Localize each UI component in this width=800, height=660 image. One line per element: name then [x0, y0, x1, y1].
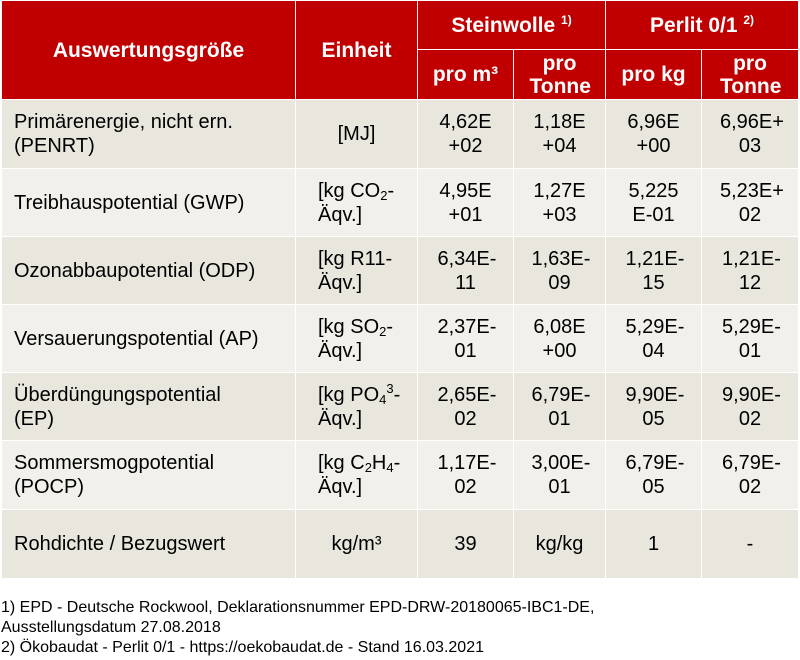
- row-label: Treibhauspotential (GWP): [2, 169, 296, 237]
- subheader-pro-tonne-2: pro Tonne: [702, 50, 799, 100]
- row-unit: [kg $CO_2-$ Äqv.]: [296, 169, 418, 237]
- row-label: Überdüngungspotential (EP): [2, 373, 296, 441]
- table-row: [2, 441, 799, 510]
- value-cell: 5,225 E-01: [606, 169, 702, 237]
- footnotes: [1, 598, 799, 658]
- value-cell: 6,08E +00: [514, 305, 606, 373]
- row-unit: [kg $PO_4^3-$ Äqv.]: [296, 373, 418, 441]
- value-cell: 2,37E- 01: [418, 305, 514, 373]
- table-row: [2, 373, 799, 441]
- table-row: [2, 237, 799, 305]
- value-cell: 6,34E- 11: [418, 237, 514, 305]
- value-cell: -: [702, 510, 799, 579]
- value-cell: 6,96E +00: [606, 100, 702, 169]
- footnote-line: 2) Ökobaudat - Perlit 0/1 - https://oekobaudat.de - Stand 16.03.2021: [1, 639, 484, 656]
- value-cell: 9,90E- 05: [606, 373, 702, 441]
- value-cell: 6,79E- 05: [606, 441, 702, 510]
- row-unit: [MJ]: [296, 100, 418, 169]
- footnote-line: Ausstellungsdatum 27.08.2018: [1, 619, 221, 636]
- header-quantity: Auswertungsgröße: [2, 1, 296, 100]
- value-cell: 4,62E +02: [418, 100, 514, 169]
- header-steinwolle-name: Steinwolle: [451, 13, 556, 37]
- value-cell: 2,65E- 02: [418, 373, 514, 441]
- value-cell: 1,21E- 12: [702, 237, 799, 305]
- row-unit: [kg $C_2H_4-$ Äqv.]: [296, 441, 418, 510]
- value-cell: 6,79E- 01: [514, 373, 606, 441]
- subheader-pro-tonne-1: pro Tonne: [514, 50, 606, 100]
- value-cell: 1,63E- 09: [514, 237, 606, 305]
- header-steinwolle: [418, 1, 606, 50]
- subheader-pro-m3: pro m³: [418, 50, 514, 100]
- value-cell: 1: [606, 510, 702, 579]
- value-cell: kg/kg: [514, 510, 606, 579]
- value-cell: 39: [418, 510, 514, 579]
- footnote-line: 1) EPD - Deutsche Rockwool, Deklarationsnummer EPD-DRW-20180065-IBC1-DE,: [1, 599, 595, 616]
- value-cell: 1,18E +04: [514, 100, 606, 169]
- header-steinwolle-ref: 1): [561, 12, 572, 27]
- row-label: Versauerungspotential (AP): [2, 305, 296, 373]
- row-unit: [kg $SO_2-$ Äqv.]: [296, 305, 418, 373]
- table-row: [2, 169, 799, 237]
- value-cell: 5,29E- 04: [606, 305, 702, 373]
- header-perlit-name: Perlit 0/1: [649, 13, 738, 37]
- value-cell: 1,21E- 15: [606, 237, 702, 305]
- row-label: Sommersmogpotential (POCP): [2, 441, 296, 510]
- value-cell: 1,17E- 02: [418, 441, 514, 510]
- value-cell: 6,79E- 02: [702, 441, 799, 510]
- epd-comparison-table: [1, 0, 799, 579]
- value-cell: 9,90E- 02: [702, 373, 799, 441]
- row-unit: kg/m³: [296, 510, 418, 579]
- value-cell: 1,27E +03: [514, 169, 606, 237]
- table-row: [2, 510, 799, 579]
- value-cell: 5,23E+ 02: [702, 169, 799, 237]
- value-cell: 5,29E- 01: [702, 305, 799, 373]
- table-row: [2, 100, 799, 169]
- row-label: Primärenergie, nicht ern. (PENRT): [2, 100, 296, 169]
- value-cell: 3,00E- 01: [514, 441, 606, 510]
- table-row: [2, 305, 799, 373]
- header-unit: Einheit: [296, 1, 418, 100]
- row-label: Ozonabbaupotential (ODP): [2, 237, 296, 305]
- header-perlit: [606, 1, 799, 50]
- value-cell: 6,96E+ 03: [702, 100, 799, 169]
- row-unit: [kg R11- Äqv.]: [296, 237, 418, 305]
- value-cell: 4,95E +01: [418, 169, 514, 237]
- subheader-pro-kg: pro kg: [606, 50, 702, 100]
- header-perlit-ref: 2): [743, 12, 755, 27]
- row-label: Rohdichte / Bezugswert: [2, 510, 296, 579]
